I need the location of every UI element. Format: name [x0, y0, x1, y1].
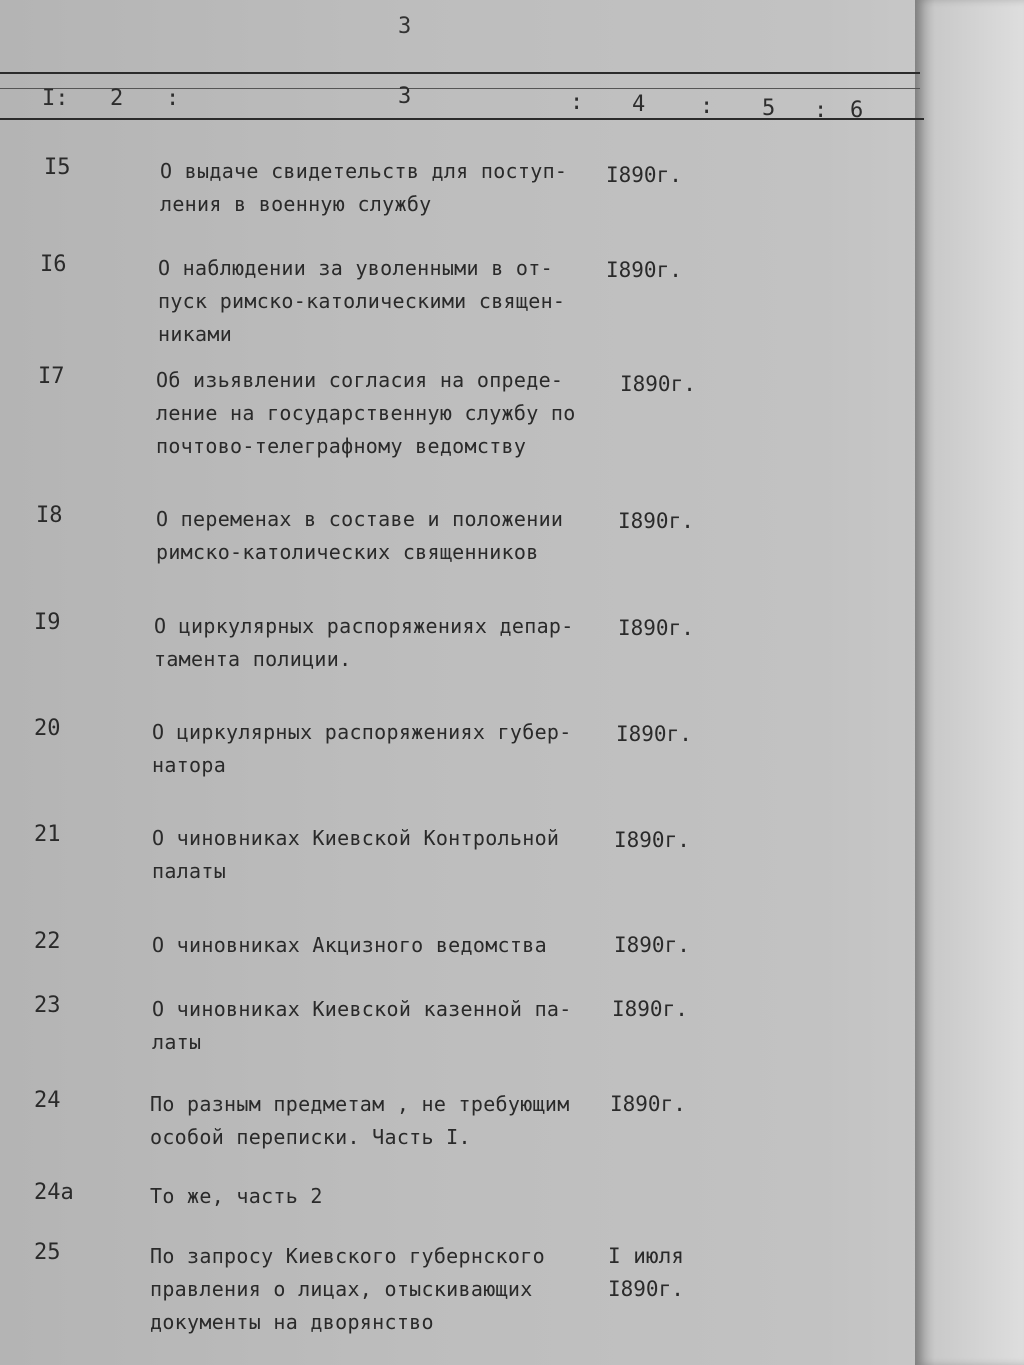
row-date: I890г.	[606, 163, 682, 187]
header-col-4: 4	[632, 92, 646, 117]
row-title: О чиновниках Киевской казенной па- латы	[152, 997, 572, 1054]
row-title: О выдаче свидетельств для поступ- ления в военную службу	[160, 159, 568, 216]
header-col-2: 2	[110, 86, 124, 111]
header-col-1: I:	[42, 86, 69, 111]
row-title: По запросу Киевского губернского правления о лицах, отыскивающих документы на дворянство	[150, 1244, 545, 1334]
header-separator: :	[700, 94, 714, 119]
header-col-5: 5	[762, 96, 776, 121]
row-title: О циркулярных распоряжениях губер- натора	[152, 720, 572, 777]
row-number: I5	[44, 155, 71, 180]
row-number: I8	[36, 503, 63, 528]
row-number: 24	[34, 1088, 61, 1113]
underlying-sheet-edge	[915, 0, 1024, 1365]
header-col-3: 3	[398, 84, 412, 109]
row-number: 22	[34, 929, 61, 954]
row-number: I6	[40, 252, 67, 277]
header-rule-top	[0, 72, 920, 74]
row-date: I890г.	[612, 997, 688, 1021]
header-rule-top-thin	[0, 88, 920, 89]
header-separator: :	[814, 98, 828, 123]
row-number: 23	[34, 993, 61, 1018]
row-date: I890г.	[610, 1092, 686, 1116]
row-number: I9	[34, 610, 61, 635]
row-number: 24а	[34, 1180, 74, 1205]
row-number: 25	[34, 1240, 61, 1265]
row-date: I890г.	[620, 372, 696, 396]
row-number: 20	[34, 716, 61, 741]
row-date: I890г.	[614, 933, 690, 957]
row-date: I890г.	[614, 828, 690, 852]
row-title: О переменах в составе и положении римско-католических священников	[156, 507, 564, 564]
header-col-6: 6	[850, 98, 864, 123]
row-date: I июля I890г.	[608, 1244, 684, 1301]
row-date: I890г.	[606, 258, 682, 282]
row-title: О наблюдении за уволенными в от- пуск римско-католическими священ- никами	[158, 256, 566, 346]
row-title: То же, часть 2	[150, 1184, 323, 1208]
row-date: I890г.	[618, 509, 694, 533]
header-separator: :	[166, 86, 180, 111]
row-title: О чиновниках Киевской Контрольной палаты	[152, 826, 560, 883]
row-number: I7	[38, 364, 65, 389]
header-separator: :	[570, 90, 584, 115]
row-title: О циркулярных распоряжениях депар- тамента полиции.	[154, 614, 574, 671]
row-title: О чиновниках Акцизного ведомства	[152, 933, 547, 957]
row-title: По разным предметам , не требующим особой переписки. Часть I.	[150, 1092, 570, 1149]
row-date: I890г.	[618, 616, 694, 640]
row-number: 21	[34, 822, 61, 847]
row-date: I890г.	[616, 722, 692, 746]
page-number: 3	[398, 14, 412, 39]
header-rule-bottom	[0, 118, 924, 120]
row-title: Об изьявлении согласия на опреде- ление на государственную службу по почтово-телеграфному ведомству	[156, 368, 576, 458]
